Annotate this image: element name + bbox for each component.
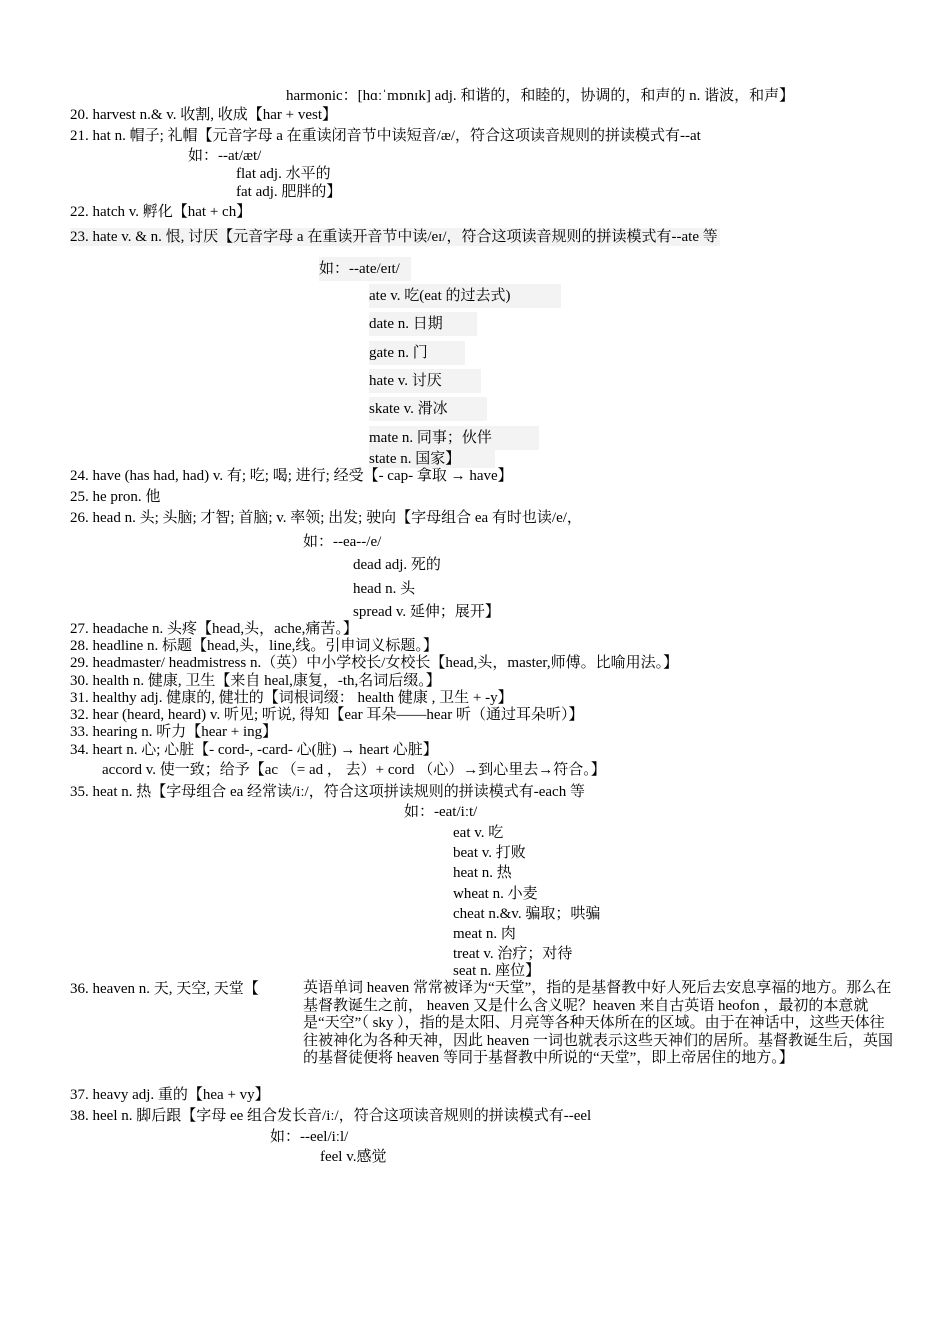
entry-35-word-5: cheat n.&v. 骗取；哄骗 <box>453 906 601 922</box>
entry-21-hat: 21. hat n. 帽子; 礼帽【元音字母 a 在重读闭音节中读短音/æ/，符合这项读音规则的拼读模式有--at <box>70 128 701 144</box>
entry-23-word-1: ate v. 吃(eat 的过去式) <box>369 284 561 308</box>
entry-26-word-3: spread v. 延伸；展开】 <box>353 604 500 620</box>
entry-38-example-label: 如：--eel/iːl/ <box>270 1129 349 1145</box>
entry-38-heel: 38. heel n. 脚后跟【字母 ee 组合发长音/iː/，符合这项读音规则的拼读模式有--eel <box>70 1108 592 1124</box>
entry-32-hear: 32. hear (heard, heard) v. 听见; 听说, 得知【ear 耳朵——hear 听（通过耳朵听）】 <box>70 707 584 723</box>
entry-20-harvest: 20. harvest n.& v. 收割, 收成【har + vest】 <box>70 107 338 123</box>
entry-23-word-3: gate n. 门 <box>369 341 465 365</box>
entry-23-word-4: hate v. 讨厌 <box>369 369 481 393</box>
entry-35-example-label: 如：-eat/iːt/ <box>404 804 478 820</box>
entry-36-heaven-explanation: 英语单词 heaven 常常被译为“天堂”，指的是基督教中好人死后去安息享福的地方。那么在基督教诞生之前， heaven 又是什么含义呢？heaven 来自古英语 heofon ，最初的本意就是“天空”（ sky ），指的是太阳、月亮等各种天体所在的区域。由于在神话中，这些天体往往被神化为各种天神，因此 heaven 一词也就表示这些天神们的居所。基督教诞生后，英国的基督徒便将 heaven 等同于基督教中所说的“天堂”，即上帝居住的地方。】 <box>303 980 893 1066</box>
entry-26-head: 26. head n. 头; 头脑; 才智; 首脑; v. 率领; 出发; 驶向【字母组合 ea 有时也读/e/， <box>70 510 582 526</box>
entry-26-example-label: 如：--ea--/e/ <box>303 534 382 550</box>
entry-34-accord: accord v. 使一致；给予【ac （= ad ， 去）+ cord （心）→到心里去→符合。】 <box>102 762 606 778</box>
entry-23-word-2: date n. 日期 <box>369 312 477 336</box>
entry-23-example-label: 如：--ate/eɪt/ <box>319 257 411 281</box>
entry-21-word-2: fat adj. 肥胖的】 <box>236 184 342 200</box>
entry-30-health: 30. health n. 健康, 卫生【来自 heal,康复，-th,名词后缀。】 <box>70 673 441 689</box>
entry-21-example-label: 如：--at/æt/ <box>188 148 262 164</box>
entry-33-hearing: 33. hearing n. 听力【hear + ing】 <box>70 724 278 740</box>
entry-35-word-6: meat n. 肉 <box>453 926 516 942</box>
entry-22-hatch: 22. hatch v. 孵化【hat + ch】 <box>70 204 252 220</box>
entry-35-word-3: heat n. 热 <box>453 865 512 881</box>
entry-23-word-5: skate v. 滑冰 <box>369 397 487 421</box>
entry-28-headline: 28. headline n. 标题【head,头，line,线。引申词义标题。】 <box>70 638 438 654</box>
entry-34-heart: 34. heart n. 心; 心脏【- cord-, -card- 心(脏) → heart 心脏】 <box>70 742 438 758</box>
entry-35-word-2: beat v. 打败 <box>453 845 526 861</box>
entry-35-word-4: wheat n. 小麦 <box>453 886 538 902</box>
entry-37-heavy: 37. heavy adj. 重的【hea + vy】 <box>70 1087 270 1103</box>
entry-26-word-1: dead adj. 死的 <box>353 557 441 573</box>
entry-38-word-1: feel v.感觉 <box>320 1149 387 1165</box>
entry-23-hate: 23. hate v. & n. 恨, 讨厌【元音字母 a 在重读开音节中读/eɪ/，符合这项读音规则的拼读模式有--ate 等 <box>70 229 718 245</box>
entry-23-word-6: mate n. 同事；伙伴 <box>369 426 539 450</box>
entry-21-word-1: flat adj. 水平的 <box>236 166 331 182</box>
entry-35-word-7: treat v. 治疗；对待 <box>453 946 573 962</box>
entry-23-word-7: state n. 国家】 <box>369 450 495 468</box>
entry-29-headmaster: 29. headmaster/ headmistress n.（英）中小学校长/女校长【head,头，master,师傅。比喻用法。】 <box>70 655 679 671</box>
entry-35-heat: 35. heat n. 热【字母组合 ea 经常读/iː/，符合这项拼读规则的拼读模式有-each 等 <box>70 784 585 800</box>
entry-31-healthy: 31. healthy adj. 健康的, 健壮的【词根词缀： health 健康 , 卫生 + -y】 <box>70 690 513 706</box>
entry-27-headache: 27. headache n. 头疼【head,头，ache,痛苦。】 <box>70 621 358 637</box>
entry-26-word-2: head n. 头 <box>353 581 416 597</box>
entry-harmonic: harmonic：[hɑːˈmɒnɪk] adj. 和谐的，和睦的，协调的，和声的 n. 谐波，和声】 <box>286 88 795 104</box>
entry-36-heaven-headword: 36. heaven n. 天, 天空, 天堂【 <box>70 981 259 997</box>
entry-25-he: 25. he pron. 他 <box>70 489 161 505</box>
entry-35-word-1: eat v. 吃 <box>453 825 504 841</box>
entry-35-word-8: seat n. 座位】 <box>453 963 541 979</box>
entry-24-have: 24. have (has had, had) v. 有; 吃; 喝; 进行; 经受【- cap- 拿取 → have】 <box>70 468 513 484</box>
